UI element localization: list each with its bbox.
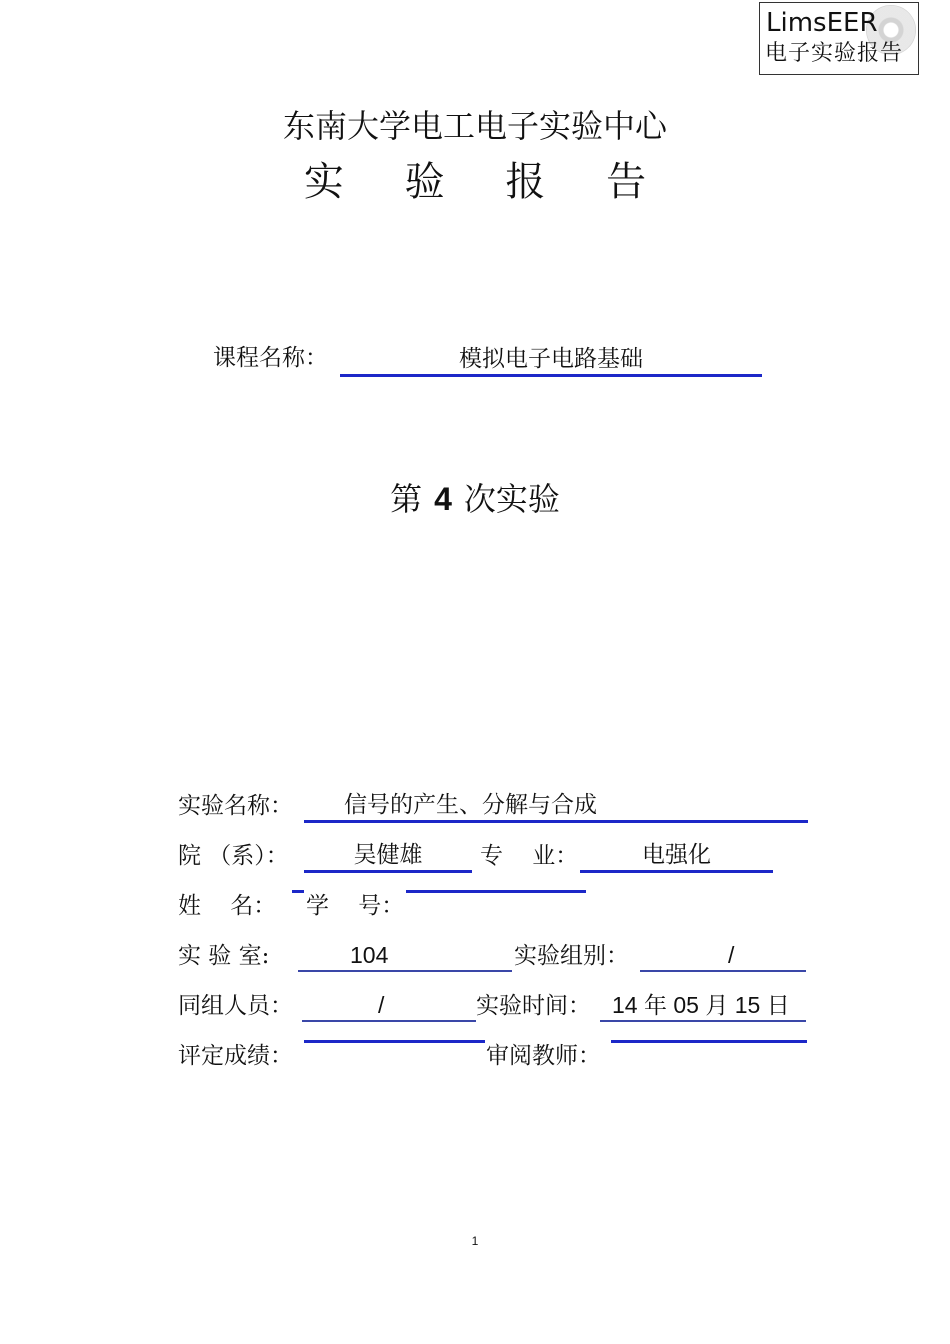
institution-title: 东南大学电工电子实验中心 — [282, 107, 667, 145]
reviewer-field — [611, 1040, 807, 1043]
teammates-label: 同组人员： — [178, 993, 293, 1019]
reviewer-label: 审阅教师： — [486, 1043, 601, 1069]
experiment-number-suffix: 次实验 — [463, 480, 560, 518]
group-field: / — [640, 940, 806, 972]
logo-brand: LimsEER — [766, 8, 878, 38]
grade-field — [304, 1040, 485, 1043]
teammates-field: / — [302, 990, 476, 1022]
student-id-label: 学 号： — [306, 893, 405, 919]
lab-room-label: 实 验 室: — [178, 943, 270, 969]
major-field: 电强化 — [580, 840, 773, 873]
department-field: 吴健雄 — [304, 840, 472, 873]
exp-name-field: 信号的产生、分解与合成 — [304, 790, 808, 823]
department-label: 院 （系）： — [178, 843, 289, 869]
logo-subtitle: 电子实验报告 — [765, 41, 904, 66]
exp-time-label: 实验时间： — [476, 993, 591, 1019]
experiment-number-prefix: 第 — [390, 480, 423, 518]
group-label: 实验组别： — [514, 943, 629, 969]
major-label: 专 业： — [480, 843, 579, 869]
name-label: 姓 名： — [178, 893, 277, 919]
grade-label: 评定成绩： — [178, 1043, 293, 1069]
student-id-field — [406, 890, 586, 893]
course-label: 课程名称： — [213, 345, 328, 371]
experiment-number-value: 4 — [434, 481, 452, 517]
exp-name-label: 实验名称： — [178, 793, 293, 819]
course-name-field: 模拟电子电路基础 — [340, 344, 762, 377]
lab-room-field: 104 — [298, 940, 512, 972]
report-title: 实 验 报 告 — [303, 159, 671, 205]
limseer-logo — [759, 2, 919, 75]
name-field — [292, 890, 304, 893]
experiment-number — [0, 478, 950, 520]
exp-time-field: 14 年 05 月 15 日 — [600, 990, 806, 1022]
page-number: 1 — [471, 1234, 479, 1248]
